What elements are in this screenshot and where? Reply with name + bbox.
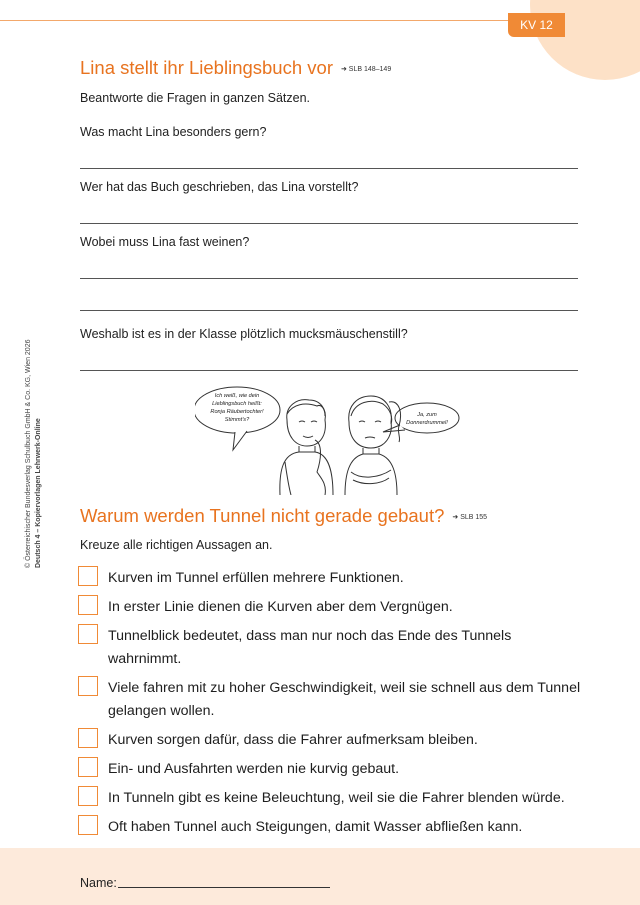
left-bubble-line-2: Lieblingsbuch heißt: (212, 401, 262, 407)
right-bubble-line-1: Ja, zum (417, 412, 437, 418)
statement-text: Kurven im Tunnel erfüllen mehrere Funktionen. (108, 570, 404, 586)
statement-text: In erster Linie dienen die Kurven aber dem Vergnügen. (108, 599, 453, 615)
statement-text: Tunnelblick bedeutet, dass man nur noch das Ende des Tunnels wahrnimmt. (108, 628, 512, 667)
boy-figure (280, 400, 333, 495)
statement-text: Oft haben Tunnel auch Steigungen, damit Wasser abfließen kann. (108, 819, 523, 835)
answer-line-2[interactable] (80, 223, 578, 224)
checkbox[interactable] (78, 786, 98, 806)
checkbox[interactable] (78, 728, 98, 748)
header-rule (0, 20, 520, 21)
right-speech-bubble (395, 403, 459, 433)
corner-decoration (530, 0, 640, 80)
checkbox[interactable] (78, 595, 98, 615)
checkbox[interactable] (78, 676, 98, 696)
children-illustration (195, 380, 465, 495)
section2-title-text: Warum werden Tunnel nicht gerade gebaut? (80, 505, 445, 526)
section2-title (80, 505, 487, 527)
section2-instruction: Kreuze alle richtigen Aussagen an. (80, 538, 273, 552)
girl-figure (345, 396, 401, 495)
right-bubble-line-2: Donnerdrummel! (406, 420, 448, 426)
answer-line-3[interactable] (80, 278, 578, 279)
section1-instruction: Beantworte die Fragen in ganzen Sätzen. (80, 91, 311, 105)
checkbox[interactable] (78, 815, 98, 835)
name-field-line[interactable] (118, 887, 330, 888)
question-4: Weshalb ist es in der Klasse plötzlich mucksmäuschenstill? (80, 327, 408, 341)
name-label: Name: (80, 876, 117, 890)
checkbox[interactable] (78, 757, 98, 777)
section1-ref: ➜ SLB 148–149 (340, 66, 392, 74)
question-2: Wer hat das Buch geschrieben, das Lina vorstellt? (80, 180, 359, 194)
worksheet-badge: KV 12 (508, 13, 565, 37)
answer-line-4[interactable] (80, 310, 578, 311)
answer-line-1[interactable] (80, 168, 578, 169)
left-bubble-line-4: Stimmt's? (224, 417, 250, 423)
copyright-credit (24, 328, 44, 568)
question-3: Wobei muss Lina fast weinen? (80, 235, 250, 249)
section2-ref: ➜ SLB 155 (452, 514, 488, 522)
statement-text: In Tunneln gibt es keine Beleuchtung, weil sie die Fahrer blenden würde. (108, 790, 565, 806)
statement-text: Viele fahren mit zu hoher Geschwindigkeit, weil sie schnell aus dem Tunnel gelangen wollen. (108, 680, 581, 719)
section1-title-text: Lina stellt ihr Lieblingsbuch vor (80, 57, 333, 78)
statement-text: Kurven sorgen dafür, dass die Fahrer aufmerksam bleiben. (108, 732, 478, 748)
left-bubble-line-1: Ich weiß, wie dein (214, 393, 260, 399)
checkbox[interactable] (78, 566, 98, 586)
checkbox[interactable] (78, 624, 98, 644)
series-line: Deutsch 4 – Kopiervorlagen Lehrwerk-Online (35, 418, 42, 568)
question-1: Was macht Lina besonders gern? (80, 125, 267, 139)
answer-line-5[interactable] (80, 370, 578, 371)
section1-title (80, 57, 391, 79)
copyright-line: © Österreichischer Bundesverlag Schulbuch GmbH & Co. KG, Wien 2026 (25, 339, 32, 568)
statement-text: Ein- und Ausfahrten werden nie kurvig gebaut. (108, 761, 400, 777)
left-bubble-line-3: Ronja Räubertochter! (210, 409, 264, 415)
